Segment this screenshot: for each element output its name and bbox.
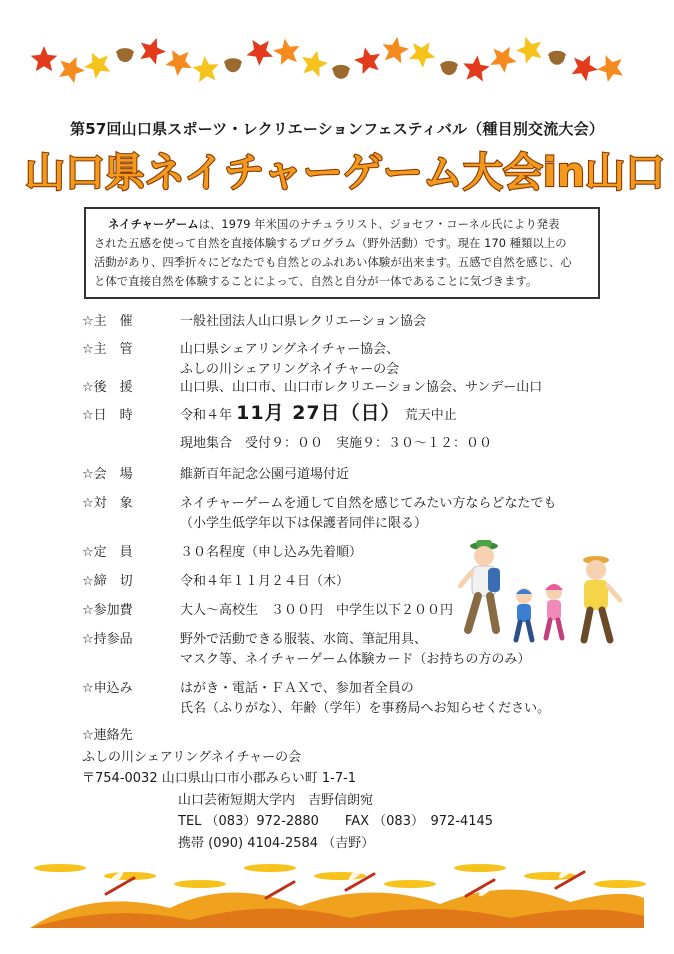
wispy-cloud-icon — [454, 864, 506, 872]
acorn-icon — [224, 58, 242, 72]
support-value: 山口県、山口市、山口市レクリエーション協会、サンデー山口 — [180, 380, 543, 395]
maple-leaf-icon — [302, 51, 328, 78]
mother-figure-icon — [583, 556, 620, 640]
contact-phone: TEL （083）972-2880 FAX （083） 972-4145 — [178, 814, 494, 829]
maple-leaf-icon — [59, 57, 85, 84]
date-day: 11月 27日（日） — [236, 402, 401, 424]
maple-leaf-icon — [597, 55, 623, 82]
wispy-cloud-icon — [34, 864, 86, 872]
organizer-label: ☆主 催 — [82, 314, 133, 329]
main-title — [24, 142, 666, 198]
deadline-value: 令和４年１１月２４日（木） — [180, 574, 350, 589]
wispy-cloud-icon — [384, 880, 436, 888]
bring-value-2: マスク等、ネイチャーゲーム体験カード（お持ちの方のみ） — [180, 652, 531, 667]
bring-label: ☆持参品 — [82, 632, 133, 647]
apply-label: ☆申込み — [82, 681, 133, 696]
contact-address: 〒754-0032 山口県山口市小郡みらい町 1-7-1 — [82, 771, 357, 786]
wispy-cloud-icon — [594, 880, 646, 888]
acorn-icon — [440, 61, 458, 75]
girl-figure-icon — [545, 584, 563, 638]
autumn-hills-dragonflies-icon — [30, 858, 644, 928]
dragonfly-icon — [266, 874, 295, 900]
contact-org: ふしの川シェアリングネイチャーの会 — [82, 749, 302, 765]
maple-leaf-icon — [516, 37, 542, 64]
acorn-icon — [116, 48, 134, 62]
maple-leaf-icon — [463, 55, 489, 81]
maple-leaf-icon — [572, 55, 598, 81]
event-subtitle: 第57回山口県スポーツ・レクリエーションフェスティバル（種目別交流大会） — [70, 120, 605, 138]
intro-lead: ネイチャーゲーム — [108, 218, 199, 231]
target-value-2: （小学生低学年以下は保護者同伴に限る） — [180, 516, 428, 531]
deadline-label: ☆締 切 — [82, 574, 133, 589]
capacity-value: ３０名程度（申し込み先着順） — [180, 545, 363, 560]
maple-leaf-icon — [409, 42, 436, 68]
acorn-icon — [548, 51, 566, 65]
fee-label: ☆参加費 — [82, 603, 133, 618]
management-value-2: ふしの川シェアリングネイチャーの会 — [180, 362, 400, 377]
date-label: ☆日 時 — [82, 408, 133, 423]
main-title-text: 山口県ネイチャーゲーム大会in山口 — [24, 150, 666, 196]
hiking-family-icon — [450, 540, 630, 650]
maple-leaf-icon — [192, 56, 218, 82]
wispy-cloud-icon — [244, 864, 296, 872]
maple-leaf-icon — [165, 50, 191, 76]
maple-leaf-icon — [31, 46, 58, 71]
target-label: ☆対 象 — [82, 496, 133, 511]
contact-mobile: 携帯 (090) 4104-2584 （吉野） — [178, 835, 375, 851]
date-line2: 現地集合 受付９：００ 実施９：３０～１２：００ — [180, 436, 493, 451]
date-suffix: 荒天中止 — [404, 408, 457, 423]
support-label: ☆後 援 — [82, 380, 133, 395]
management-value-1: 山口県シェアリングネイチャー協会、 — [180, 342, 400, 357]
target-value-1: ネイチャーゲームを通して自然を感じてみたい方ならどなたでも — [180, 496, 557, 511]
contact-person: 山口芸術短期大学内 吉野信朗宛 — [178, 792, 374, 808]
autumn-leaves-banner-icon — [30, 30, 644, 100]
contact-block — [82, 725, 493, 854]
intro-line2: された五感を使って自然を直接体験するプログラム（野外活動）です。現在 170 種類以上の — [94, 237, 567, 250]
wispy-cloud-icon — [174, 880, 226, 888]
maple-leaf-icon — [140, 38, 166, 65]
maple-leaf-icon — [383, 37, 409, 63]
organizer-value: 一般社団法人山口県レクリエーション協会 — [180, 314, 426, 329]
management-label: ☆主 管 — [82, 342, 133, 357]
father-figure-icon — [460, 540, 500, 630]
dragonfly-icon — [346, 866, 375, 892]
fee-value: 大人～高校生 ３００円 中学生以下２００円 — [180, 603, 454, 618]
date-prefix: 令和４年 — [180, 408, 233, 423]
apply-value-2: 氏名（ふりがな）、年齢（学年）を事務局へお知らせください。 — [180, 701, 551, 716]
bring-value-1: 野外で活動できる服装、水筒、筆記用具、 — [180, 632, 428, 647]
maple-leaf-icon — [354, 47, 380, 74]
intro-box — [84, 207, 600, 299]
intro-line1: は、1979 年米国のナチュラリスト、ジョセフ・コーネル氏により発表 — [198, 218, 560, 231]
venue-label: ☆会 場 — [82, 467, 133, 482]
intro-line3: 活動があり、四季折々にどなたでも自然とのふれあい体験が出来ます。五感で自然を感じ、心 — [94, 256, 572, 269]
apply-value-1: はがき・電話・ＦＡＸで、参加者全員の — [180, 681, 414, 696]
contact-label: ☆連絡先 — [82, 728, 133, 743]
intro-line4: と体で直接自然を体験することによって、自然と自分が一体であることに気づきます。 — [94, 275, 538, 288]
capacity-label: ☆定 員 — [82, 545, 133, 560]
maple-leaf-icon — [84, 53, 110, 79]
acorn-icon — [332, 65, 350, 79]
maple-leaf-icon — [247, 40, 274, 66]
boy-figure-icon — [516, 588, 532, 640]
maple-leaf-icon — [490, 47, 517, 73]
maple-leaf-icon — [273, 39, 299, 65]
venue-value: 維新百年記念公園弓道場付近 — [180, 467, 350, 482]
